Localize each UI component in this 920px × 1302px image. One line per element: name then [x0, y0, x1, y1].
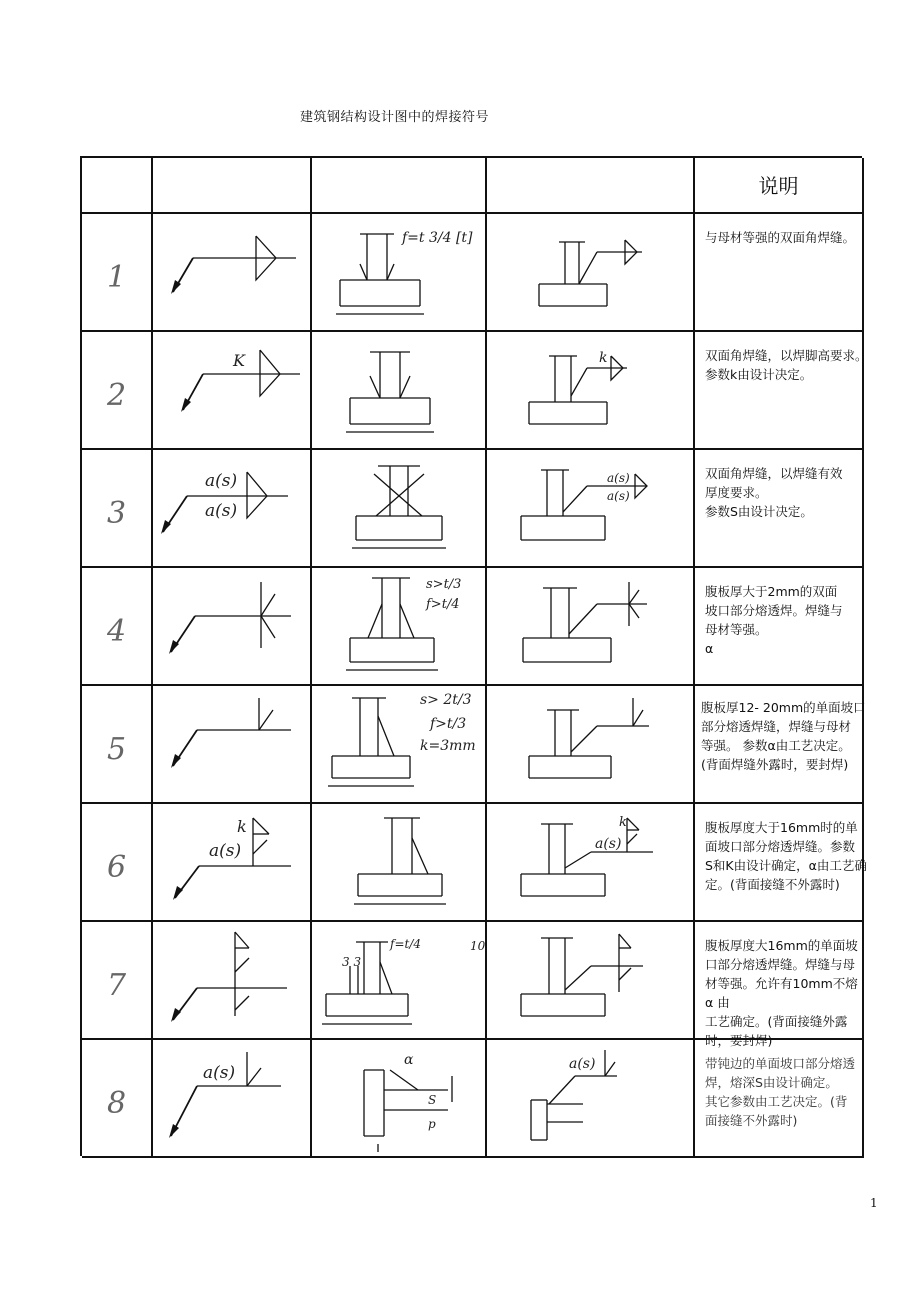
row-number: 2: [106, 377, 127, 413]
weld-symbol-drawing: [153, 332, 312, 450]
weld-example-drawing: [487, 922, 695, 1040]
weld-illustration-drawing: [312, 686, 487, 804]
example-label-upper: a(s): [607, 471, 630, 485]
weld-example-drawing: [487, 332, 695, 450]
row-note: 带钝边的单面坡口部分熔透 焊，熔深S由设计确定。 其它参数由工艺决定。(背 面接缝不外露时): [705, 1056, 856, 1128]
row-note: 腹板厚度大16mm的单面坡 口部分熔透焊缝。焊缝与母 材等强。允许有10mm不熔 α 由 工艺确定。(背面接缝外露 时，要封焊): [705, 938, 858, 1048]
table-row: [82, 214, 864, 332]
symbol-label-k: k: [237, 817, 247, 836]
weld-example-drawing: [487, 686, 695, 804]
table-row: [82, 1040, 864, 1158]
table-row: [82, 804, 867, 922]
example-label-lower: a(s): [607, 489, 630, 503]
row-number: 6: [106, 849, 127, 885]
weld-illustration-drawing: [312, 568, 487, 686]
illustration-label-p: p: [428, 1117, 436, 1131]
row-note: 腹板厚度大于16mm时的单 面坡口部分熔透焊缝。参数 S和K由设计确定，α由工艺确 定。(背面接缝不外露时): [705, 820, 867, 892]
example-label-a: a(s): [595, 836, 622, 852]
illustration-label-33: 3 3: [342, 955, 362, 969]
illustration-label-f: f>t/4: [426, 597, 460, 612]
weld-illustration-drawing: [312, 804, 487, 922]
weld-illustration-drawing: [312, 214, 487, 332]
weld-symbol-drawing: [153, 1040, 312, 1158]
weld-illustration-drawing: [312, 332, 487, 450]
weld-symbol-drawing: [153, 214, 312, 332]
example-label-k: k: [619, 815, 627, 830]
weld-example-drawing: [487, 450, 695, 568]
example-label: k: [599, 350, 608, 366]
table-row: [82, 686, 864, 804]
illustration-label-s: s> 2t/3: [420, 692, 472, 708]
row-note: 腹板厚大于2mm的双面 坡口部分熔透焊。焊缝与 母材等强。 α: [705, 584, 843, 656]
weld-illustration-drawing: [312, 922, 487, 1040]
row-number: 5: [106, 731, 127, 767]
row-note: 双面角焊缝，以焊缝有效 厚度要求。 参数S由设计决定。: [705, 466, 843, 519]
header-note-label: 说明: [758, 174, 799, 198]
illustration-label-s: s>t/3: [426, 577, 462, 592]
row-note: 腹板厚12- 20mm的单面坡口 部分熔透焊缝，焊缝与母材 等强。 参数α由工艺决定。 (背面焊缝外露时，要封焊): [701, 700, 866, 772]
page-number: 1: [870, 1196, 878, 1210]
weld-example-drawing: [487, 214, 695, 332]
example-label: a(s): [569, 1056, 596, 1072]
weld-symbol-drawing: [153, 686, 312, 804]
row-note: 与母材等强的双面角焊缝。: [705, 230, 856, 245]
illustration-label-10: 10: [470, 939, 486, 953]
page-title: 建筑钢结构设计图中的焊接符号: [300, 110, 490, 125]
weld-example-drawing: [487, 568, 695, 686]
table-row: [82, 922, 864, 1048]
illustration-label-k: k=3mm: [420, 738, 476, 754]
weld-illustration-drawing: [312, 450, 487, 568]
row-number: 7: [106, 967, 127, 1003]
illustration-label-f: f>t/3: [430, 716, 467, 732]
illustration-label-f: f=t/4: [390, 937, 421, 951]
symbol-label-a: a(s): [209, 841, 242, 861]
illustration-label-alpha: α: [404, 1052, 414, 1068]
weld-example-drawing: [487, 804, 695, 922]
table-row: [82, 450, 864, 568]
symbol-label: a(s): [203, 1063, 236, 1083]
illustration-label-s: S: [428, 1093, 437, 1107]
weld-symbol-drawing: [153, 568, 312, 686]
row-note: 双面角焊缝，以焊脚高要求。 参数k由设计决定。: [705, 348, 868, 382]
symbol-label: K: [233, 351, 245, 370]
weld-symbol-table: [80, 156, 868, 1156]
illustration-label: f=t 3/4 [t]: [402, 230, 473, 246]
weld-symbol-drawing: [153, 450, 312, 568]
weld-example-drawing: [487, 1040, 695, 1158]
row-number: 4: [106, 613, 127, 649]
row-number: 1: [106, 259, 127, 295]
symbol-label-upper: a(s): [205, 471, 238, 491]
row-number: 3: [106, 495, 127, 531]
table-row: [82, 332, 868, 450]
row-number: 8: [106, 1085, 127, 1121]
symbol-label-lower: a(s): [205, 501, 238, 521]
weld-symbol-drawing: [153, 804, 312, 922]
table-header-row: [82, 158, 864, 214]
weld-symbol-drawing: [153, 922, 312, 1040]
table-row: [82, 568, 864, 686]
weld-illustration-drawing: [312, 1040, 487, 1158]
